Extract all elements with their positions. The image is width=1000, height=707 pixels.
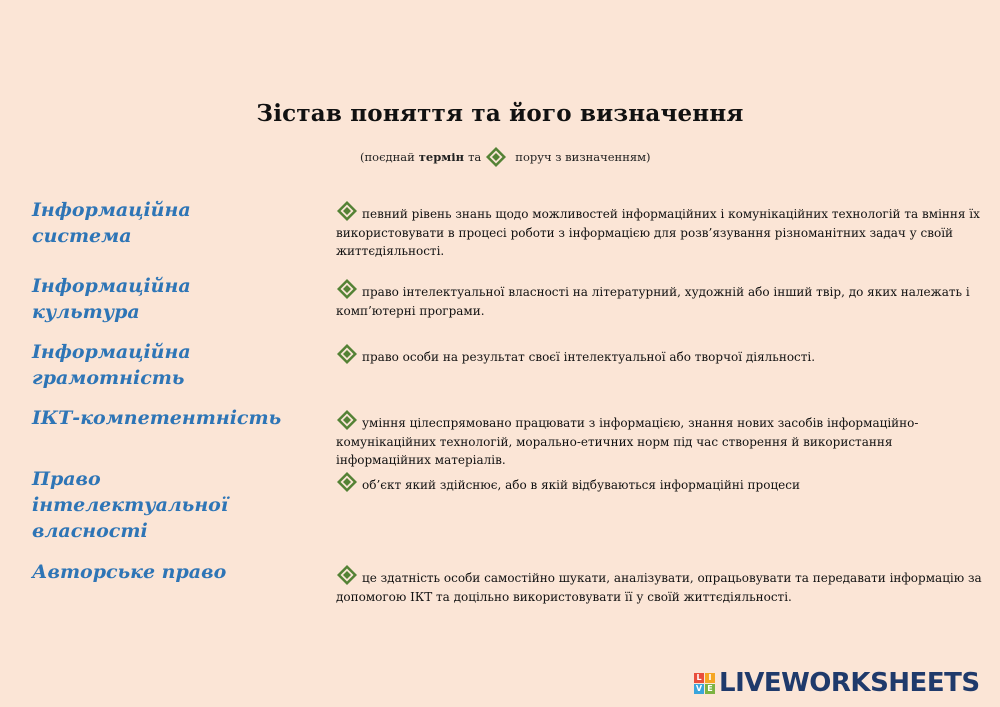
term-2[interactable]: Інформаційна культура — [32, 275, 191, 323]
instruction-mid: та — [468, 150, 482, 164]
logo-tile-e: E — [705, 684, 715, 694]
term-6[interactable]: Авторське право — [32, 561, 227, 583]
definition-text: право особи на результат своєї інтелектуальної або творчої діяльності. — [362, 350, 816, 364]
diamond-icon — [485, 146, 507, 168]
term-3[interactable]: Інформаційна грамотність — [32, 341, 191, 389]
term-1[interactable]: Інформаційна система — [32, 199, 191, 247]
diamond-target-icon[interactable] — [336, 200, 358, 222]
logo-tile-i: I — [705, 673, 715, 683]
term-5[interactable]: Право інтелектуальної власності — [32, 468, 229, 542]
definition-text: це здатність особи самостійно шукати, аналізувати, опрацьовувати та передавати інформацію за допомогою ІКТ та доцільно використовувати її у своїй життєдіяльності. — [336, 571, 982, 604]
instruction-term: термін — [418, 150, 465, 164]
definition-text: уміння цілеспрямовано працювати з інформацією, знання нових засобів інформаційно-комунікаційних технологій, морально-етичних норм під час створення й використання інформаційних матеріалів. — [336, 416, 919, 467]
diamond-target-icon[interactable] — [336, 564, 358, 586]
diamond-target-icon[interactable] — [336, 343, 358, 365]
liveworksheets-logo — [694, 668, 980, 698]
term-4[interactable]: ІКТ-компетентність — [32, 407, 282, 429]
logo-tile-l: L — [694, 673, 704, 683]
definition-text: об’єкт який здійснює, або в якій відбуваються інформаційні процеси — [362, 478, 800, 492]
definition-3 — [336, 343, 986, 367]
definition-5 — [336, 471, 986, 495]
logo-tile-v: V — [695, 683, 703, 693]
diamond-target-icon[interactable] — [336, 278, 358, 300]
definition-1 — [336, 200, 986, 261]
definition-text: право інтелектуальної власності на літературний, художній або інший твір, до яких належать і комп’ютерні програми. — [336, 285, 970, 318]
definition-2 — [336, 278, 986, 320]
definition-4 — [336, 409, 986, 470]
page-title: Зістав поняття та його визначення — [256, 100, 744, 127]
diamond-target-icon[interactable] — [336, 471, 358, 493]
logo-text: LIVEWORKSHEETS — [719, 668, 980, 698]
definition-text: певний рівень знань щодо можливостей інформаційних і комунікаційних технологій та вміння їх використовувати в процесі роботи з інформацією для розв’язування різноманітних задач у своїй життєдіяльності. — [336, 207, 980, 258]
diamond-target-icon[interactable] — [336, 409, 358, 431]
instruction-pre: (поєднай — [360, 150, 415, 164]
instruction — [360, 146, 651, 168]
definition-6 — [336, 564, 986, 606]
instruction-post: поруч з визначенням) — [515, 150, 651, 164]
logo-tiles — [694, 673, 715, 694]
